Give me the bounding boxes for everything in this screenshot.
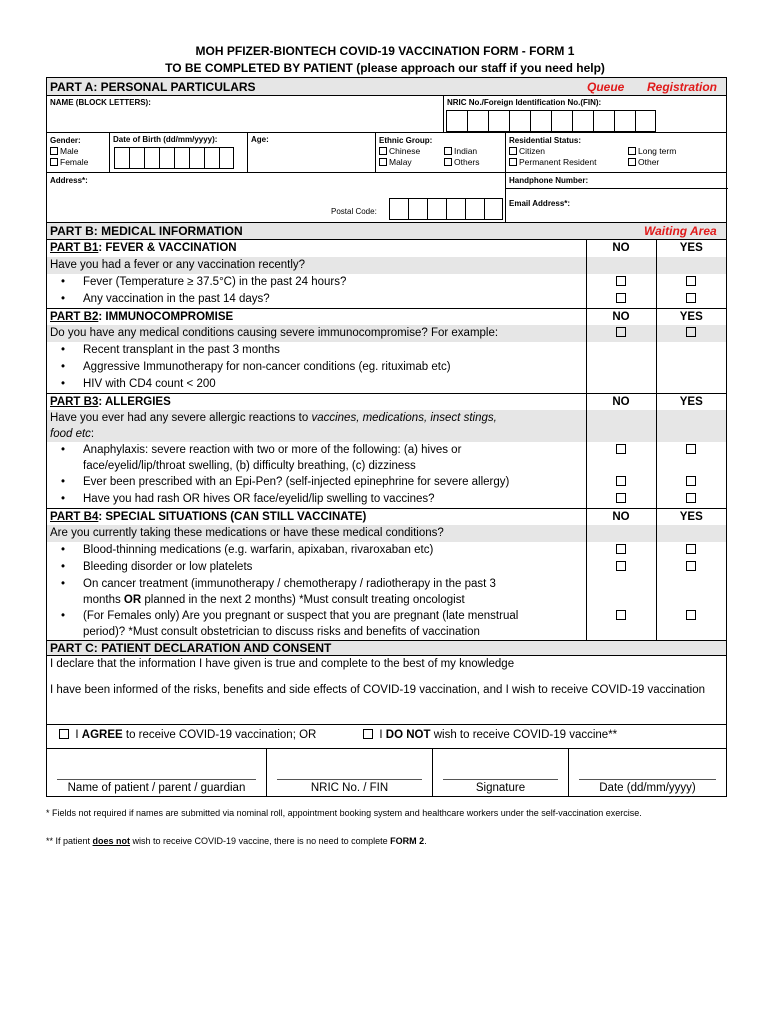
checkbox-icon[interactable] bbox=[686, 276, 696, 286]
b4-item-pregnancy-2: period)? *Must consult obstetrician to discuss risks and benefits of vaccination bbox=[83, 626, 480, 638]
residential-label: Residential Status: bbox=[509, 136, 582, 145]
checkbox-icon[interactable] bbox=[686, 610, 696, 620]
waiting-area-label: Waiting Area bbox=[644, 224, 717, 238]
checkbox-icon[interactable] bbox=[509, 158, 517, 166]
form-subtitle: TO BE COMPLETED BY PATIENT (please approach our staff if you need help) bbox=[165, 61, 605, 75]
b1-item-fever: • Fever (Temperature ≥ 37.5°C) in the past 24 hours? bbox=[47, 274, 586, 291]
agree-option[interactable] bbox=[59, 729, 363, 748]
b4-prefix: PART B4 bbox=[50, 510, 99, 523]
ethnic-others-option[interactable] bbox=[444, 157, 480, 168]
postal-code-boxes[interactable] bbox=[389, 198, 503, 220]
declaration-2: I have been informed of the risks, benefits and side effects of COVID-19 vaccination, and I wish to receive COVID-19 vaccination bbox=[50, 684, 705, 696]
checkbox-icon[interactable] bbox=[616, 293, 626, 303]
res-citizen-option[interactable] bbox=[509, 146, 628, 157]
b3-item-anaphylaxis bbox=[47, 442, 586, 474]
dob-boxes[interactable] bbox=[114, 147, 234, 169]
sig-name-field[interactable] bbox=[47, 749, 267, 796]
postal-code-label: Postal Code: bbox=[331, 207, 377, 216]
b3-prefix: PART B3 bbox=[50, 395, 99, 408]
b2-item-transplant: • Recent transplant in the past 3 months bbox=[47, 342, 586, 359]
part-b-header bbox=[47, 223, 726, 240]
sig-date-label: Date (dd/mm/yyyy) bbox=[599, 782, 696, 794]
checkbox-icon[interactable] bbox=[616, 476, 626, 486]
email-label: Email Address*: bbox=[509, 199, 571, 208]
dob-cell bbox=[109, 133, 247, 172]
b4-item-blood-thinning: • Blood-thinning medications (e.g. warfarin, apixaban, rivaroxaban etc) bbox=[47, 542, 586, 559]
declaration-1: I declare that the information I have given is true and complete to the best of my knowledge bbox=[50, 658, 515, 670]
name-label: NAME (BLOCK LETTERS): bbox=[50, 98, 151, 107]
dob-label: Date of Birth (dd/mm/yyyy): bbox=[113, 135, 218, 144]
ethnic-chinese-label: Chinese bbox=[389, 146, 421, 156]
ethnic-indian-label: Indian bbox=[454, 146, 478, 156]
checkbox-icon[interactable] bbox=[616, 276, 626, 286]
queue-label: Queue bbox=[587, 80, 625, 94]
footnote-1: * Fields not required if names are submitted via nominal roll, appointment booking system and healthcare workers under the self-vaccination exercise. bbox=[46, 808, 642, 818]
registration-label: Registration bbox=[647, 80, 718, 94]
res-citizen-label: Citizen bbox=[519, 146, 545, 156]
footnote-2 bbox=[46, 834, 736, 848]
sig-signature-label: Signature bbox=[475, 782, 526, 794]
checkbox-icon[interactable] bbox=[616, 561, 626, 571]
b2-item-immunotherapy: • Aggressive Immunotherapy for non-cancer conditions (eg. rituximab etc) bbox=[47, 359, 586, 376]
gender-male-option[interactable] bbox=[50, 146, 88, 157]
phone-label: Handphone Number: bbox=[509, 176, 589, 185]
checkbox-icon[interactable] bbox=[50, 147, 58, 155]
b3-item-anaphylaxis-1: Anaphylaxis: severe reaction with two or more of the following: (a) hives or bbox=[83, 444, 462, 456]
b4-item-cancer-1: On cancer treatment (immunotherapy / chemotherapy / radiotherapy in the past 3 bbox=[83, 578, 496, 590]
no-header: NO bbox=[586, 393, 656, 410]
ethnic-indian-option[interactable] bbox=[444, 146, 477, 157]
sig-signature-field[interactable] bbox=[433, 749, 569, 796]
b1-item-vaccination: • Any vaccination in the past 14 days? bbox=[47, 291, 586, 308]
sig-name-label: Name of patient / parent / guardian bbox=[67, 782, 246, 794]
ethnic-malay-option[interactable] bbox=[379, 157, 444, 168]
signature-row bbox=[47, 748, 726, 796]
checkbox-icon[interactable] bbox=[50, 158, 58, 166]
not-agree-pre: I bbox=[379, 729, 386, 741]
checkbox-icon[interactable] bbox=[59, 729, 69, 739]
gender-group bbox=[50, 135, 88, 168]
b1-prefix: PART B1 bbox=[50, 242, 99, 254]
not-agree-bold: DO NOT bbox=[385, 729, 431, 741]
b4-item-cancer bbox=[47, 576, 586, 608]
checkbox-icon[interactable] bbox=[363, 729, 373, 739]
res-pr-option[interactable] bbox=[509, 157, 628, 168]
ethnic-chinese-option[interactable] bbox=[379, 146, 444, 157]
consent-options bbox=[47, 724, 726, 748]
checkbox-icon[interactable] bbox=[509, 147, 517, 155]
agree-pre: I bbox=[75, 729, 82, 741]
part-b-title: PART B: MEDICAL INFORMATION bbox=[50, 224, 243, 238]
yes-header: YES bbox=[656, 308, 726, 325]
age-label: Age: bbox=[251, 135, 269, 144]
checkbox-icon[interactable] bbox=[379, 147, 387, 155]
footnote-2-pre: ** If patient bbox=[46, 836, 93, 846]
checkbox-icon[interactable] bbox=[686, 544, 696, 554]
age-cell[interactable] bbox=[247, 133, 375, 172]
checkbox-icon[interactable] bbox=[379, 158, 387, 166]
b4-question: Are you currently taking these medications or have these medical conditions? bbox=[47, 525, 586, 542]
address-row bbox=[47, 173, 726, 223]
checkbox-icon[interactable] bbox=[616, 544, 626, 554]
b2-question: Do you have any medical conditions causing severe immunocompromise? For example: bbox=[47, 325, 586, 342]
sig-nric-label: NRIC No. / FIN bbox=[310, 782, 389, 794]
b1-question: Have you had a fever or any vaccination recently? bbox=[47, 257, 586, 274]
res-longterm-option[interactable] bbox=[628, 146, 676, 157]
b2-heading bbox=[47, 308, 586, 325]
checkbox-icon[interactable] bbox=[686, 293, 696, 303]
vaccination-form bbox=[46, 77, 727, 797]
b3-question-end: : bbox=[90, 428, 95, 440]
yes-header: YES bbox=[656, 508, 726, 525]
part-a-header bbox=[47, 78, 726, 96]
checkbox-icon[interactable] bbox=[616, 327, 626, 337]
b2-prefix: PART B2 bbox=[50, 310, 99, 323]
b4-item-cancer-2a: months bbox=[83, 594, 124, 606]
checkbox-icon[interactable] bbox=[444, 158, 452, 166]
no-header: NO bbox=[586, 308, 656, 325]
contact-cell[interactable] bbox=[505, 173, 728, 222]
b4-item-pregnancy-1: (For Females only) Are you pregnant or suspect that you are pregnant (late menstrual bbox=[83, 610, 519, 622]
name-row bbox=[47, 96, 726, 133]
residential-cell bbox=[505, 133, 728, 172]
res-other-label: Other bbox=[638, 157, 660, 167]
gender-male-label: Male bbox=[60, 146, 79, 156]
b4-item-cancer-or: OR bbox=[123, 594, 142, 606]
medical-questions-table bbox=[47, 240, 726, 641]
not-agree-option[interactable] bbox=[363, 729, 617, 748]
footnote-2-end: . bbox=[424, 836, 427, 846]
gender-female-option[interactable] bbox=[50, 157, 88, 168]
b3-heading bbox=[47, 393, 586, 410]
no-header: NO bbox=[586, 508, 656, 525]
sig-date-field[interactable] bbox=[569, 749, 726, 796]
b1-title: : FEVER & VACCINATION bbox=[98, 242, 237, 254]
b3-item-epipen: • Ever been prescribed with an Epi-Pen? (self-injected epinephrine for severe allergy) bbox=[47, 474, 586, 491]
b4-item-cancer-2b: planned in the next 2 months) *Must consult treating oncologist bbox=[141, 594, 465, 606]
b3-question-pre: Have you ever had any severe allergic reactions to bbox=[50, 412, 312, 424]
checkbox-icon[interactable] bbox=[616, 493, 626, 503]
b3-item-anaphylaxis-2: face/eyelid/lip/throat swelling, (b) difficulty breathing, (c) dizziness bbox=[83, 460, 416, 472]
footnote-2-underline: does not bbox=[92, 836, 131, 846]
demographics-row bbox=[47, 133, 726, 173]
b2-title: : IMMUNOCOMPROMISE bbox=[98, 310, 234, 323]
checkbox-icon[interactable] bbox=[686, 561, 696, 571]
b3-title: : ALLERGIES bbox=[98, 395, 171, 408]
no-header: NO bbox=[586, 240, 656, 257]
gender-label: Gender: bbox=[50, 136, 81, 145]
b3-question-italic-2: food etc bbox=[50, 428, 91, 440]
yes-header: YES bbox=[656, 393, 726, 410]
ethnic-cell bbox=[375, 133, 505, 172]
sig-nric-field[interactable] bbox=[267, 749, 433, 796]
ethnic-label: Ethnic Group: bbox=[379, 136, 433, 145]
agree-post: to receive COVID-19 vaccination; OR bbox=[122, 729, 317, 741]
res-other-option[interactable] bbox=[628, 157, 659, 168]
yes-header: YES bbox=[656, 240, 726, 257]
b3-question-italic: vaccines, medications, insect stings, bbox=[311, 412, 497, 424]
checkbox-icon[interactable] bbox=[686, 493, 696, 503]
ethnic-others-label: Others bbox=[454, 157, 480, 167]
part-c-header bbox=[47, 641, 726, 656]
checkbox-icon[interactable] bbox=[686, 327, 696, 337]
b3-question bbox=[47, 410, 586, 442]
b3-item-rash: • Have you had rash OR hives OR face/eyelid/lip swelling to vaccines? bbox=[47, 491, 586, 508]
footnote-2-mid: wish to receive COVID-19 vaccine, there is no need to complete bbox=[130, 836, 391, 846]
address-label: Address*: bbox=[50, 176, 88, 185]
checkbox-icon[interactable] bbox=[686, 476, 696, 486]
not-agree-post: wish to receive COVID-19 vaccine** bbox=[430, 729, 618, 741]
b4-item-bleeding: • Bleeding disorder or low platelets bbox=[47, 559, 586, 576]
ethnic-malay-label: Malay bbox=[389, 157, 412, 167]
res-longterm-label: Long term bbox=[638, 146, 677, 156]
nric-label: NRIC No./Foreign Identification No.(FIN): bbox=[447, 98, 602, 107]
checkbox-icon[interactable] bbox=[628, 147, 636, 155]
checkbox-icon[interactable] bbox=[686, 444, 696, 454]
checkbox-icon[interactable] bbox=[628, 158, 636, 166]
res-pr-label: Permanent Resident bbox=[519, 157, 597, 167]
checkbox-icon[interactable] bbox=[616, 444, 626, 454]
nric-cell[interactable] bbox=[443, 96, 728, 132]
form-title: MOH PFIZER-BIONTECH COVID-19 VACCINATION FORM - FORM 1 bbox=[195, 44, 575, 58]
b4-item-pregnancy bbox=[47, 608, 586, 641]
agree-bold: AGREE bbox=[81, 729, 123, 741]
footnote-2-bold: FORM 2 bbox=[390, 836, 425, 846]
b4-title: : SPECIAL SITUATIONS (CAN STILL VACCINATE) bbox=[98, 510, 367, 523]
checkbox-icon[interactable] bbox=[444, 147, 452, 155]
b2-item-hiv: • HIV with CD4 count < 200 bbox=[47, 376, 586, 393]
part-a-title: PART A: PERSONAL PARTICULARS bbox=[50, 80, 256, 94]
part-c-title: PART C: PATIENT DECLARATION AND CONSENT bbox=[50, 641, 332, 655]
gender-female-label: Female bbox=[60, 157, 89, 167]
nric-boxes[interactable] bbox=[446, 110, 656, 132]
checkbox-icon[interactable] bbox=[616, 610, 626, 620]
b4-heading bbox=[47, 508, 586, 525]
b1-heading bbox=[47, 240, 586, 257]
